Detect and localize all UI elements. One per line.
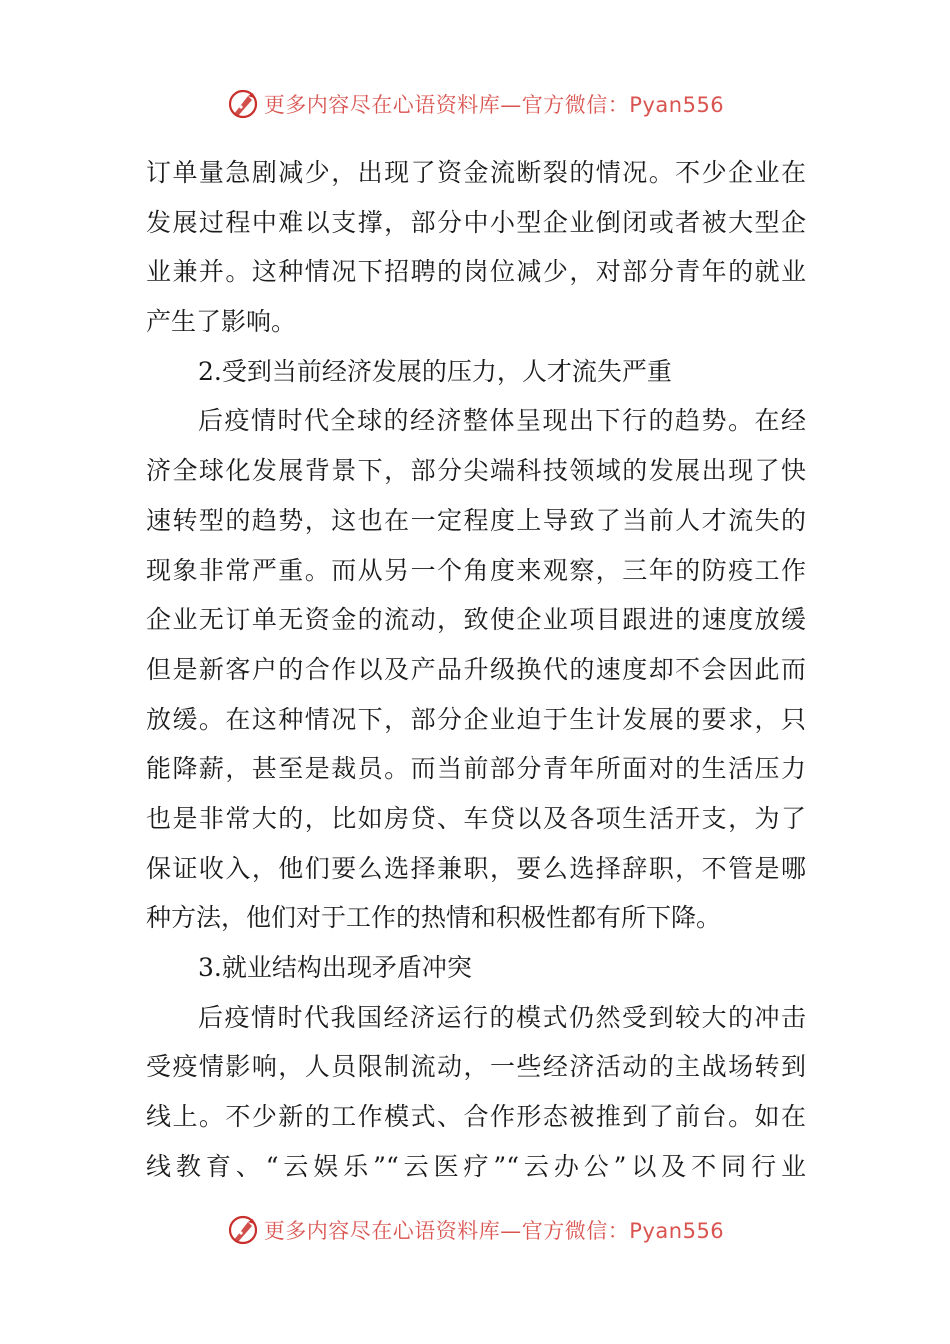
paragraph-line: 线教育、“云娱乐”“云医疗”“云办公”以及不同行业 (146, 1151, 806, 1181)
header-watermark-banner (0, 84, 950, 124)
section-heading: 3.就业结构出现矛盾冲突 (198, 953, 472, 982)
paragraph-line: 业兼并。这种情况下招聘的岗位减少，对部分青年的就业 (146, 257, 806, 287)
paragraph-line: 后疫情时代我国经济运行的模式仍然受到较大的冲击 (198, 1002, 806, 1032)
pen-nib-logo-icon (226, 87, 260, 121)
watermark-text: 更多内容尽在心语资料库—官方微信：Pyan556 (263, 1219, 725, 1243)
paragraph-line: 订单量急剧减少，出现了资金流断裂的情况。不少企业在 (146, 158, 806, 187)
watermark-text: 更多内容尽在心语资料库—官方微信：Pyan556 (263, 93, 725, 117)
paragraph-line: 也是非常大的，比如房贷、车贷以及各项生活开支，为了 (146, 803, 806, 833)
paragraph-line: 企业无订单无资金的流动，致使企业项目跟进的速度放缓 (146, 605, 806, 635)
footer-watermark-banner (0, 1210, 950, 1250)
paragraph-line: 济全球化发展背景下，部分尖端科技领域的发展出现了快 (146, 456, 806, 486)
paragraph-line: 但是新客户的合作以及产品升级换代的速度却不会因此而 (146, 654, 806, 684)
paragraph-line: 产生了影响。 (146, 307, 297, 337)
paragraph-line: 后疫情时代全球的经济整体呈现出下行的趋势。在经 (198, 406, 806, 436)
document-body (146, 148, 806, 1191)
paragraph-line: 种方法，他们对于工作的热情和积极性都有所下降。 (146, 903, 722, 933)
paragraph-line: 现象非常严重。而从另一个角度来观察，三年的防疫工作 (146, 555, 806, 585)
pen-nib-logo-icon (226, 1213, 260, 1247)
paragraph-line: 线上。不少新的工作模式、合作形态被推到了前台。如在 (146, 1102, 806, 1132)
paragraph-line: 能降薪，甚至是裁员。而当前部分青年所面对的生活压力 (146, 754, 806, 784)
paragraph-line: 保证收入，他们要么选择兼职，要么选择辞职，不管是哪 (146, 853, 806, 883)
paragraph-line: 放缓。在这种情况下，部分企业迫于生计发展的要求，只 (146, 704, 806, 734)
paragraph-line: 速转型的趋势，这也在一定程度上导致了当前人才流失的 (146, 505, 806, 535)
section-heading: 2.受到当前经济发展的压力，人才流失严重 (198, 356, 672, 386)
paragraph-line: 受疫情影响，人员限制流动，一些经济活动的主战场转到 (146, 1052, 806, 1082)
paragraph-line: 发展过程中难以支撑，部分中小型企业倒闭或者被大型企 (146, 207, 806, 237)
